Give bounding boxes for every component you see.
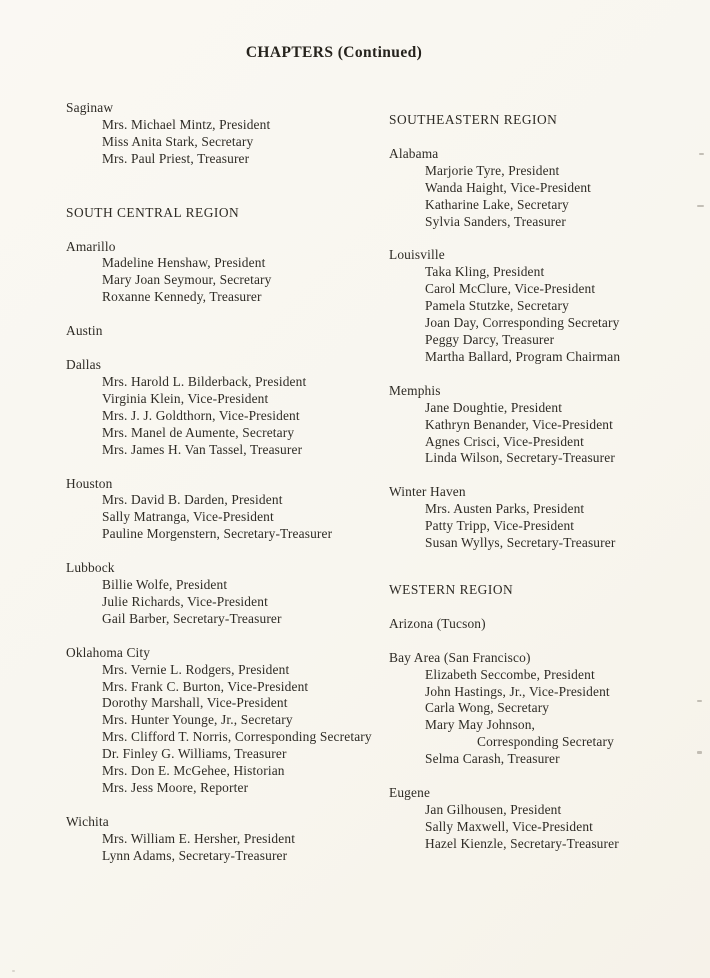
chapter-section — [389, 484, 709, 552]
chapter-section — [389, 383, 709, 468]
officer-line: Mrs. Frank C. Burton, Vice-President — [102, 678, 309, 694]
officer-line: Mrs. Michael Mintz, President — [102, 116, 271, 132]
officer-line: Mrs. Hunter Younge, Jr., Secretary — [102, 712, 293, 728]
chapter-name: Amarillo — [66, 238, 116, 254]
officer-line: Gail Barber, Secretary-Treasurer — [102, 610, 282, 626]
officer-line: Mrs. Vernie L. Rodgers, President — [102, 661, 290, 677]
chapter-section — [66, 357, 398, 458]
chapter-section — [66, 814, 398, 865]
officer-line: Mrs. Clifford T. Norris, Corresponding Secretary — [102, 729, 372, 745]
officer-line: Mrs. Don E. McGehee, Historian — [102, 763, 285, 779]
officer-line: Selma Carash, Treasurer — [425, 751, 560, 767]
chapter-section — [389, 247, 709, 365]
officer-line: Carla Wong, Secretary — [425, 700, 550, 716]
scan-speck — [697, 751, 702, 754]
officer-line: Mrs. Harold L. Bilderback, President — [102, 373, 307, 389]
officer-line: Mrs. James H. Van Tassel, Treasurer — [102, 441, 303, 457]
officer-line: Patty Tripp, Vice-President — [425, 518, 575, 534]
officer-line: Jan Gilhousen, President — [425, 802, 562, 817]
chapter-name: Louisville — [389, 247, 445, 263]
officer-line: Carol McClure, Vice-President — [425, 281, 596, 297]
region-heading: SOUTH CENTRAL REGION — [66, 204, 240, 220]
left-column — [66, 100, 398, 865]
officer-line: Sylvia Sanders, Treasurer — [425, 213, 566, 229]
officer-line: Pauline Morgenstern, Secretary-Treasurer — [102, 526, 333, 542]
chapter-section — [389, 650, 709, 768]
officer-line: Lynn Adams, Secretary-Treasurer — [102, 847, 288, 863]
chapter-name: Memphis — [389, 382, 441, 398]
officer-line: Dr. Finley G. Williams, Treasurer — [102, 746, 287, 762]
officer-line: Virginia Klein, Vice-President — [102, 390, 269, 406]
officer-line: Mary Joan Seymour, Secretary — [102, 272, 272, 288]
officer-line: Kathryn Benander, Vice-President — [425, 416, 614, 432]
chapter-name: Dallas — [66, 357, 102, 373]
chapter-section — [66, 560, 398, 628]
chapter-name: Saginaw — [66, 100, 114, 115]
scan-speck — [697, 205, 704, 207]
chapter-section — [389, 616, 709, 633]
scan-speck — [699, 153, 704, 155]
officer-line: Mrs. David B. Darden, President — [102, 492, 283, 508]
chapter-name: Winter Haven — [389, 484, 466, 500]
officer-line: Susan Wyllys, Secretary-Treasurer — [425, 535, 616, 551]
officer-line: Linda Wilson, Secretary-Treasurer — [425, 450, 615, 466]
officer-line: Elizabeth Seccombe, President — [425, 666, 595, 682]
officer-line: Taka Kling, President — [425, 264, 545, 280]
chapter-section — [389, 146, 709, 231]
chapter-name: Arizona (Tucson) — [389, 615, 486, 631]
officer-line: Mrs. Paul Priest, Treasurer — [102, 150, 250, 166]
chapter-name: Wichita — [66, 813, 109, 829]
officer-line: Jane Doughtie, President — [425, 399, 563, 415]
officer-line: Peggy Darcy, Treasurer — [425, 331, 555, 347]
chapter-name: Oklahoma City — [66, 644, 151, 660]
page-title: CHAPTERS (Continued) — [245, 44, 423, 61]
scan-speck — [697, 700, 702, 702]
officer-line: Mary May Johnson, — [425, 717, 536, 733]
chapter-section — [66, 100, 398, 168]
officer-line: Mrs. Manel de Aumente, Secretary — [102, 424, 295, 440]
officer-line: Julie Richards, Vice-President — [102, 593, 268, 609]
chapter-name: Austin — [66, 323, 103, 339]
chapter-name: Alabama — [389, 145, 439, 161]
officer-line: Miss Anita Stark, Secretary — [102, 133, 254, 149]
chapter-name: Bay Area (San Francisco) — [389, 649, 531, 665]
officer-line: Wanda Haight, Vice-President — [425, 179, 592, 195]
chapter-section — [66, 476, 398, 544]
region-section — [389, 582, 709, 599]
officer-line: Madeline Henshaw, President — [102, 255, 266, 271]
officer-line: Martha Ballard, Program Chairman — [425, 348, 621, 364]
region-section — [66, 205, 398, 222]
region-heading: WESTERN REGION — [389, 581, 514, 597]
officer-line: Corresponding Secretary — [477, 734, 614, 750]
chapter-name: Houston — [66, 475, 113, 491]
officer-line: Mrs. Jess Moore, Reporter — [102, 780, 249, 795]
chapter-section — [66, 239, 398, 307]
region-heading: SOUTHEASTERN REGION — [389, 112, 558, 127]
chapter-name: Lubbock — [66, 560, 115, 576]
chapter-section — [66, 645, 398, 797]
scan-speck — [12, 970, 15, 972]
right-column — [389, 112, 709, 853]
officer-line: Marjorie Tyre, President — [425, 162, 560, 178]
officer-line: Pamela Stutzke, Secretary — [425, 298, 569, 314]
officer-line: Billie Wolfe, President — [102, 577, 228, 593]
officer-line: Dorothy Marshall, Vice-President — [102, 695, 288, 711]
officer-line: Joan Day, Corresponding Secretary — [425, 315, 620, 331]
chapter-name: Eugene — [389, 785, 431, 801]
officer-line: Mrs. Austen Parks, President — [425, 501, 585, 517]
officer-line: Mrs. William E. Hersher, President — [102, 830, 296, 846]
chapter-section — [389, 785, 709, 853]
officer-line: Sally Matranga, Vice-President — [102, 509, 274, 525]
officer-line: Sally Maxwell, Vice-President — [425, 818, 594, 834]
officer-line: Mrs. J. J. Goldthorn, Vice-President — [102, 407, 300, 423]
officer-line: John Hastings, Jr., Vice-President — [425, 683, 610, 699]
officer-line: Hazel Kienzle, Secretary-Treasurer — [425, 835, 619, 851]
officer-line: Roxanne Kennedy, Treasurer — [102, 289, 262, 305]
chapter-section — [66, 323, 398, 340]
officer-line: Katharine Lake, Secretary — [425, 196, 569, 212]
region-section — [389, 112, 709, 129]
officer-line: Agnes Crisci, Vice-President — [425, 433, 584, 449]
